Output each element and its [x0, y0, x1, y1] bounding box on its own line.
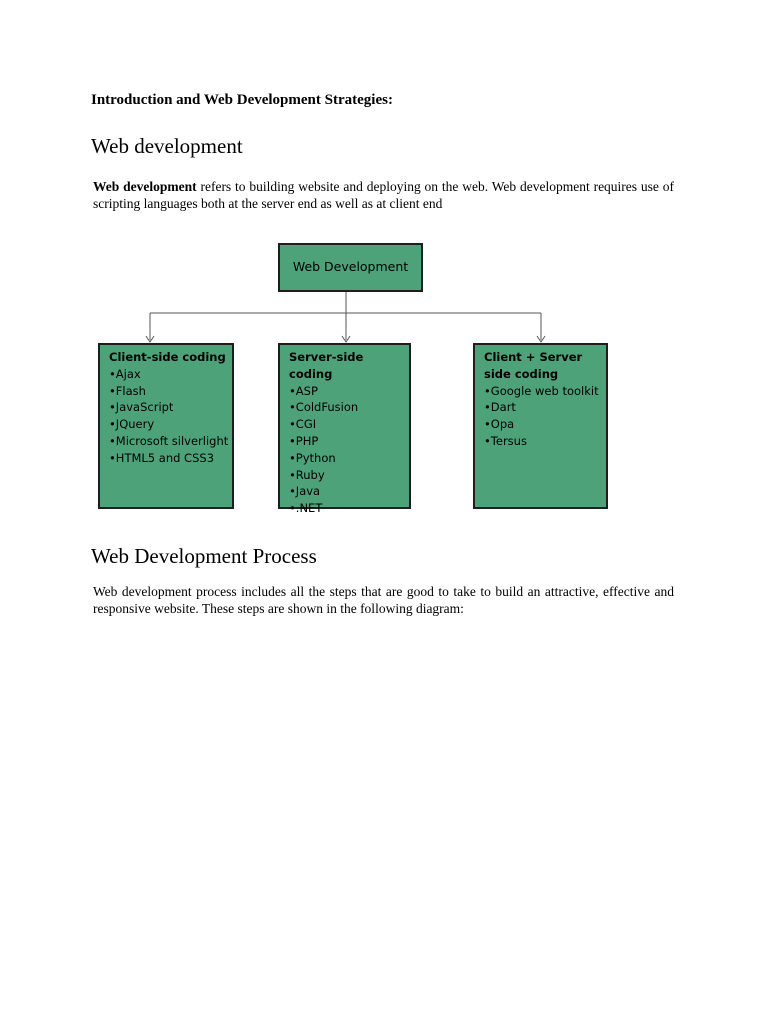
list-item: • PHP [289, 433, 409, 450]
list-item: • Flash [109, 383, 232, 400]
box-title: Server-side coding [289, 350, 364, 381]
list-item: • HTML5 and CSS3 [109, 450, 232, 467]
list-item: • ColdFusion [289, 399, 409, 416]
web-development-process-paragraph: Web development process includes all the steps that are good to take to build an attractive, effective and responsive website. These steps are shown in the following diagram: [93, 584, 674, 616]
client-server-coding-box [473, 343, 608, 509]
list-item: • Ruby [289, 467, 409, 484]
server-side-coding-box [278, 343, 411, 516]
list-item: • Java [289, 483, 409, 500]
box-title: Client + Server side coding [484, 350, 583, 381]
list-item: • ASP [289, 383, 409, 400]
list-item: • .NET [289, 500, 409, 517]
list-item: • Tersus [484, 433, 606, 450]
root-box-label: Web Development [292, 259, 409, 275]
technology-list [484, 383, 606, 450]
technology-list [109, 366, 232, 467]
bold-term: Web development [93, 179, 197, 194]
box-title: Client-side coding [109, 350, 226, 364]
web-development-root-box [278, 243, 423, 292]
list-item: • Ajax [109, 366, 232, 383]
list-item: • Microsoft silverlight [109, 433, 232, 450]
section-title-web-development-process: Web Development Process [91, 544, 317, 568]
list-item: • Dart [484, 399, 606, 416]
list-item: • Opa [484, 416, 606, 433]
technology-list [289, 383, 409, 517]
list-item: • Google web toolkit [484, 383, 606, 400]
list-item: • JavaScript [109, 399, 232, 416]
list-item: • Python [289, 450, 409, 467]
intro-heading: Introduction and Web Development Strategies: [91, 92, 393, 108]
section-title-web-development: Web development [91, 134, 243, 158]
paragraph-text: refers to building website and deploying on the web. Web development requires use of scripting languages both at the server end as well as at client end [93, 179, 674, 211]
client-side-coding-box [98, 343, 234, 509]
list-item: • CGI [289, 416, 409, 433]
list-item: • JQuery [109, 416, 232, 433]
